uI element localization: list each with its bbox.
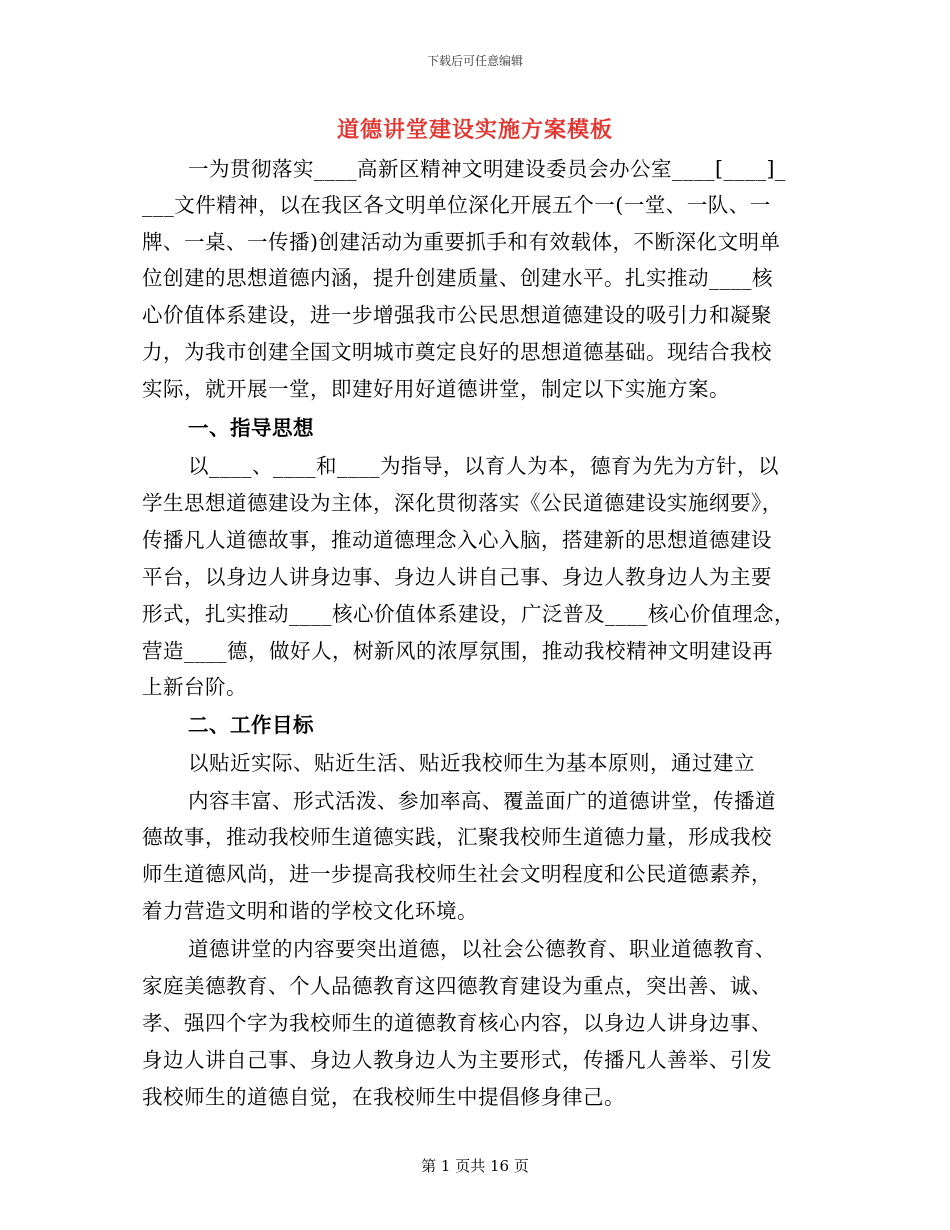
paragraph-line: 以____、____和____为指导，以育人为本，德育为先为方针，以 — [188, 454, 779, 478]
paragraph-line: 德故事，推动我校师生道德实践，汇聚我校师生道德力量，形成我校 — [142, 825, 772, 849]
section-heading: 一、指导思想 — [188, 416, 314, 440]
paragraph-line: 师生道德风尚，进一步提高我校师生社会文明程度和公民道德素养， — [142, 862, 772, 886]
paragraph-line: 身边人讲自己事、身边人教身边人为主要形式，传播凡人善举、引发 — [142, 1048, 772, 1072]
paragraph-line: 牌、一桌、一传播)创建活动为重要抓手和有效载体，不断深化文明单 — [142, 230, 781, 254]
page-header: 下载后可任意编辑 — [426, 54, 523, 68]
paragraph-line: 形式，扎实推动____核心价值体系建设，广泛普及____核心价值理念， — [142, 602, 795, 626]
paragraph-line: 一为贯彻落实____高新区精神文明建设委员会办公室____[____]_ — [188, 157, 786, 181]
paragraph-line: 上新台阶。 — [142, 675, 247, 699]
paragraph-line: ___文件精神，以在我区各文明单位深化开展五个一(一堂、一队、一 — [142, 193, 771, 217]
paragraph-line: 传播凡人道德故事，推动道德理念入心入脑，搭建新的思想道德建设 — [142, 528, 772, 552]
paragraph-line: 家庭美德教育、个人品德教育这四德教育建设为重点，突出善、诚、 — [142, 974, 772, 998]
paragraph-line: 我校师生的道德自觉，在我校师生中提倡修身律己。 — [142, 1085, 625, 1109]
paragraph-line: 内容丰富、形式活泼、参加率高、覆盖面广的道德讲堂，传播道 — [188, 789, 776, 813]
paragraph-line: 心价值体系建设，进一步增强我市公民思想道德建设的吸引力和凝聚 — [142, 303, 772, 327]
page-footer: 第 1 页共 16 页 — [421, 1157, 529, 1175]
paragraph-line: 以贴近实际、贴近生活、贴近我校师生为基本原则，通过建立 — [188, 751, 755, 775]
paragraph-line: 平台，以身边人讲身边事、身边人讲自己事、身边人教身边人为主要 — [142, 565, 772, 589]
paragraph-line: 营造____德，做好人，树新风的浓厚氛围，推动我校精神文明建设再 — [142, 639, 773, 663]
document-title: 道德讲堂建设实施方案模板 — [336, 117, 613, 143]
paragraph-line: 力，为我市创建全国文明城市奠定良好的思想道德基础。现结合我校 — [142, 340, 772, 364]
section-heading: 二、工作目标 — [188, 713, 314, 737]
paragraph-line: 孝、强四个字为我校师生的道德教育核心内容，以身边人讲身边事、 — [142, 1011, 772, 1035]
paragraph-line: 着力营造文明和谐的学校文化环境。 — [142, 899, 478, 923]
paragraph-line: 实际，就开展一堂，即建好用好道德讲堂，制定以下实施方案。 — [142, 377, 730, 401]
paragraph-line: 道德讲堂的内容要突出道德，以社会公德教育、职业道德教育、 — [188, 937, 776, 961]
paragraph-line: 位创建的思想道德内涵，提升创建质量、创建水平。扎实推动____核 — [142, 266, 773, 290]
paragraph-line: 学生思想道德建设为主体，深化贯彻落实《公民道德建设实施纲要》， — [142, 491, 783, 515]
